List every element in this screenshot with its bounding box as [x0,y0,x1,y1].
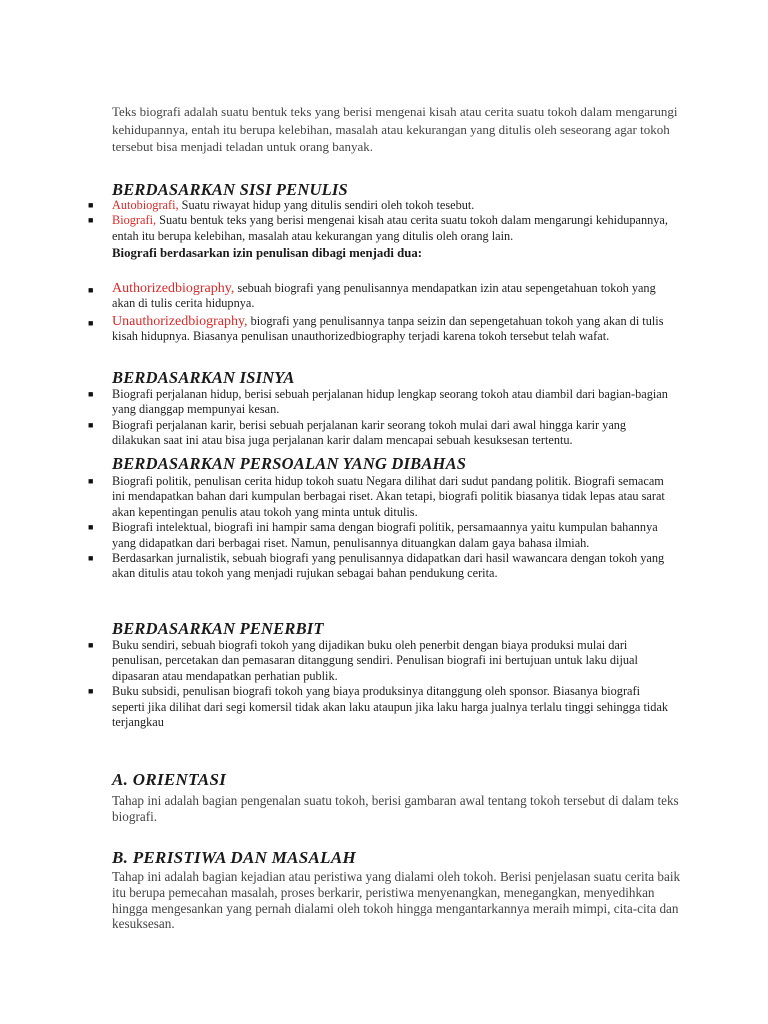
list-item [88,417,677,449]
list-item [88,281,672,312]
heading-sisi-penulis: BERDASARKAN SISI PENULIS [112,180,348,199]
list-item [88,474,672,520]
list-item [88,638,672,684]
item-text: Suatu bentuk teks yang berisi mengenai kisah atau cerita suatu tokoh dalam mengarungi kehidupannya, entah itu berupa kelebihan, masalah atau kekurangan yang ditulis oleh orang lain. [112,213,668,243]
item-text: sebuah biografi yang penulisannya mendapatkan izin atau sepengetahuan tokoh yang akan di tulis cerita hidupnya. [112,281,656,311]
bullet-icon: ■ [88,522,94,533]
bullet-icon: ■ [88,215,94,226]
list-sisi-penulis [88,198,672,244]
list-isinya [88,387,677,449]
bullet-icon: ■ [88,686,94,697]
heading-orientasi: A. ORIENTASI [112,770,227,789]
heading-isinya: BERDASARKAN ISINYA [112,368,295,387]
item-text: Biografi politik, penulisan cerita hidup tokoh suatu Negara dilihat dari sudut pandang politik. Biografi semacam ini mendapatkan bahan dari kumpulan berbagai riset. Akan tetapi, biografi politik biasanya tidak lepas atau sarat akan kepentingan penulis atau tokoh yang minta untuk ditulis. [112,474,665,519]
item-text: biografi yang penulisannya tanpa seizin dan sepengetahuan tokoh yang akan di tulis kisah hidupnya. Biasanya penulisan unauthorizedbiography terjadi karena tokoh tersebut telah wafat. [112,313,664,344]
heading-penerbit: BERDASARKAN PENERBIT [112,619,324,638]
bullet-icon: ■ [88,285,94,295]
term-autobiografi: Autobiografi, [112,198,179,212]
item-text: Suatu riwayat hidup yang ditulis sendiri oleh tokoh tesebut. [178,198,475,212]
list-item [88,551,672,582]
item-text: Buku subsidi, penulisan biografi tokoh yang biaya produksinya ditanggung oleh sponsor. Biasanya biografi seperti jika dilihat dari segi komersil tidak akan laku ataupun jika laku harga jualnya terlalu tinggi sehingga tidak terjangkau [112,684,669,730]
item-text: Buku sendiri, sebuah biografi tokoh yang dijadikan buku oleh penerbit dengan biaya produksi mulai dari penulisan, percetakan dan pemasaran ditanggung sendiri. Penulisan biografi ini bertujuan untuk laku dijual dipasaran atau mendapatkan perhatian publik. [112,638,638,683]
term-unauthorized: Unauthorizedbiography, [112,313,248,329]
item-text: Biografi intelektual, biografi ini hampir sama dengan biografi politik, persamaannya yaitu kumpulan bahannya yang didapatkan dari berbagai riset. Namun, penulisannya dituangkan dalam gaya bahasa ilmiah. [112,520,658,550]
list-item [88,520,672,551]
paragraph-orientasi: Tahap ini adalah bagian pengenalan suatu tokoh, berisi gambaran awal tentang tokoh tersebut di dalam teks biografi. [112,793,679,824]
term-authorized: Authorizedbiography, [112,281,235,296]
item-text: Biografi perjalanan hidup, berisi sebuah perjalanan hidup lengkap seorang tokoh atau diambil dari bagian-bagian yang dianggap mempunyai kesan. [112,387,668,417]
bullet-icon: ■ [88,317,94,328]
list-item [88,387,677,418]
list-persoalan [88,474,672,582]
bullet-icon: ■ [88,200,94,210]
bullet-icon: ■ [88,640,94,650]
paragraph-peristiwa: Tahap ini adalah bagian kejadian atau peristiwa yang dialami oleh tokoh. Berisi penjelasan suatu cerita baik itu berupa pemecahan masalah, proses berkarir, peristiwa menyenangkan, menegangkan, menyedihkan hingga mengesankan yang pernah dialami oleh tokoh hingga mengantarkannya meraih mimpi, cita-cita dan kesuksesan. [112,869,681,932]
bullet-icon: ■ [88,553,94,564]
term-biografi: Biografi, [112,213,157,228]
heading-persoalan: BERDASARKAN PERSOALAN YANG DIBAHAS [112,454,467,473]
list-item [88,213,672,244]
subheading-izin: Biografi berdasarkan izin penulisan dibagi menjadi dua: [112,246,423,260]
item-text: Berdasarkan jurnalistik, sebuah biografi yang penulisannya didapatkan dari hasil wawancara dengan tokoh yang akan ditulis atau tokoh yang menjadi rujukan sebagai bahan pendukung cerita. [112,551,665,581]
bullet-icon: ■ [88,476,94,486]
list-izin [88,281,672,345]
list-penerbit [88,638,672,730]
bullet-icon: ■ [88,419,94,430]
list-item [88,684,672,730]
list-item [88,313,672,345]
list-item [88,198,672,213]
heading-peristiwa: B. PERISTIWA DAN MASALAH [112,848,357,867]
bullet-icon: ■ [88,389,94,399]
item-text: Biografi perjalanan karir, berisi sebuah perjalanan karir seorang tokoh mulai dari awal hingga karir yang dilakukan saat ini atau bisa juga perjalanan karir dalam mencapai sebuah kesuksesan tertentu. [112,417,627,448]
intro-paragraph: Teks biografi adalah suatu bentuk teks yang berisi mengenai kisah atau cerita suatu tokoh dalam mengarungi kehidupannya, entah itu berupa kelebihan, masalah atau kekurangan yang ditulis oleh seseorang agar tokoh tersebut bisa menjadi teladan untuk orang banyak. [112,104,678,154]
